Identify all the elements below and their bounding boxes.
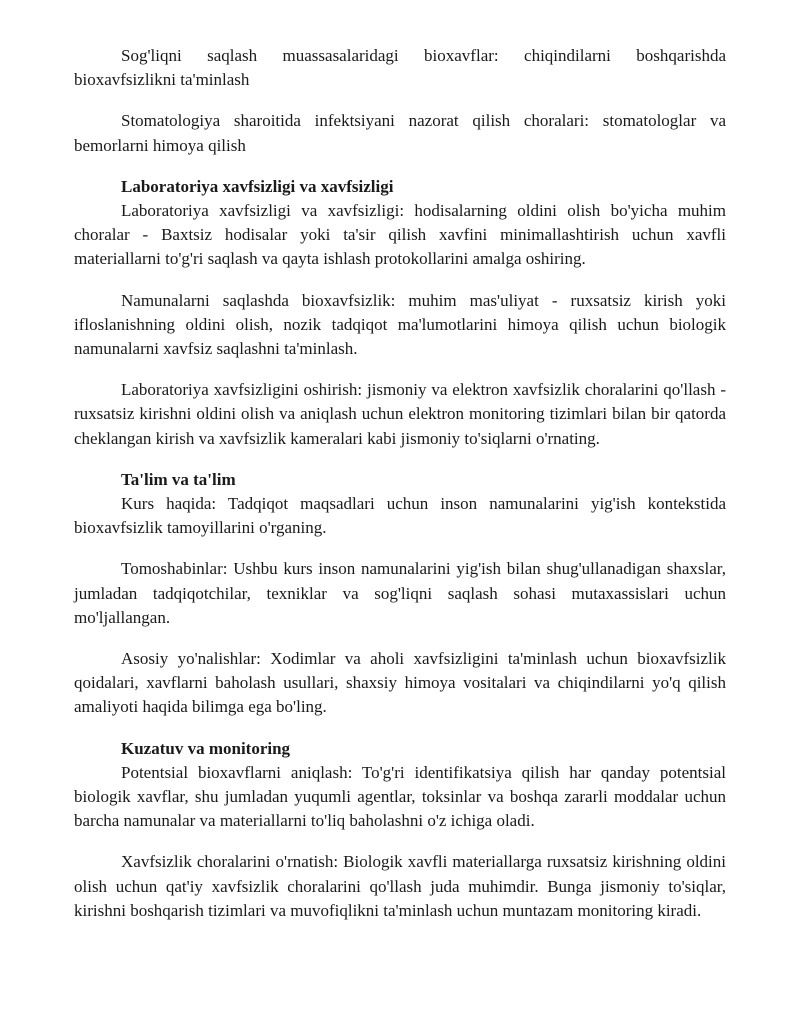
paragraph: Potentsial bioxavflarni aniqlash: To'g'ri identifikatsiya qilish har qanday potentsial biologik xavflar, shu jumladan yuqumli agentlar, toksinlar va boshqa zararli moddalar uchun barcha namunalar va materiallarni to'liq baholashni o'z ichiga oladi. bbox=[74, 762, 726, 831]
paragraph: Laboratoriya xavfsizligini oshirish: jismoniy va elektron xavfsizlik choralarini qo'llash - ruxsatsiz kirishni oldini olish va aniqlash uchun elektron monitoring tizimlari bilan bir qatorda cheklangan kirish va xavfsizlik kameralari kabi jismoniy to'siqlarni o'rnating. bbox=[74, 380, 726, 448]
section-heading: Ta'lim va ta'lim bbox=[121, 469, 236, 489]
paragraph: Laboratoriya xavfsizligi va xavfsizligi: hodisalarning oldini olish bo'yicha muhim choralar - Baxtsiz hodisalar yoki ta'sir qilish xavfini minimallashtirish uchun xavfli materiallarni to'g'ri saqlash va qayta ishlash protokollarini amalga oshiring. bbox=[74, 201, 726, 269]
paragraph: Kurs haqida: Tadqiqot maqsadlari uchun inson namunalarini yig'ish kontekstida bioxavfsizlik tamoyillarini o'rganing. bbox=[74, 494, 726, 538]
paragraph: Xavfsizlik choralarini o'rnatish: Biologik xavfli materiallarga ruxsatsiz kirishning oldini olish uchun qat'iy xavfsizlik choralarini qo'llash juda muhimdir. Bunga jismoniy to'siqlar, kirishni boshqarish tizimlari va muvofiqlikni ta'minlash uchun muntazam monitoring kiradi. bbox=[74, 852, 726, 920]
paragraph: Namunalarni saqlashda bioxavfsizlik: muhim mas'uliyat - ruxsatsiz kirish yoki ifloslanishning oldini olish, nozik tadqiqot ma'lumotlarini himoya qilish uchun biologik namunalarni xavfsiz saqlashni ta'minlash. bbox=[74, 290, 726, 359]
paragraph: Tomoshabinlar: Ushbu kurs inson namunalarini yig'ish bilan shug'ullanadigan shaxslar, jumladan tadqiqotchilar, texniklar va sog'liqni saqlash sohasi mutaxassislari uchun mo'ljallangan. bbox=[74, 559, 726, 627]
section-heading: Laboratoriya xavfsizligi va xavfsizligi bbox=[121, 176, 394, 196]
paragraph: Sog'liqni saqlash muassasalaridagi bioxavflar: chiqindilarni boshqarishda bioxavfsizlikni ta'minlash bbox=[74, 46, 726, 90]
paragraph: Stomatologiya sharoitida infektsiyani nazorat qilish choralari: stomatologlar va bemorlarni himoya qilish bbox=[74, 111, 726, 155]
paragraph: Asosiy yo'nalishlar: Xodimlar va aholi xavfsizligini ta'minlash uchun bioxavfsizlik qoidalari, xavflarni baholash usullari, shaxsiy himoya vositalari va chiqindilarni yo'q qilish amaliyoti haqida bilimga ega bo'ling. bbox=[74, 649, 726, 717]
section-heading: Kuzatuv va monitoring bbox=[121, 738, 291, 758]
